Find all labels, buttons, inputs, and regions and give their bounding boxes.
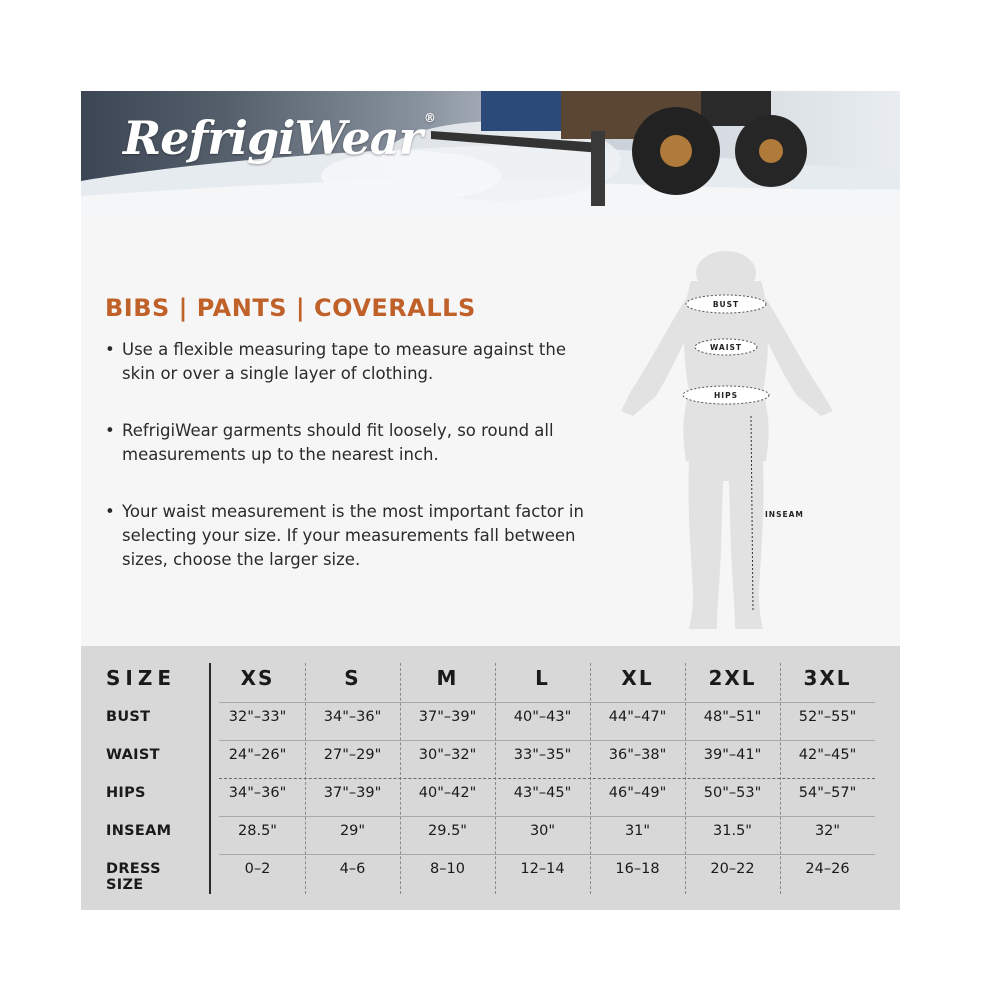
table-cell: 16–18: [615, 861, 660, 877]
table-cell: 4–6: [339, 861, 366, 877]
size-column-header: 3XL: [803, 666, 852, 690]
table-cell: 43"–45": [513, 785, 572, 801]
row-label-dress-size: DRESS SIZE: [106, 861, 161, 893]
table-cell: 54"–57": [798, 785, 857, 801]
table-label-divider: [209, 663, 211, 894]
table-cell: 29.5": [428, 823, 467, 839]
table-cell: 44"–47": [608, 709, 667, 725]
row-divider: [219, 816, 875, 817]
bust-label: BUST: [712, 300, 740, 309]
size-column-header: XL: [621, 666, 654, 690]
table-cell: 46"–49": [608, 785, 667, 801]
tip-item: • RefrigiWear garments should fit loosely, so round all measurements up to the nearest inch.: [105, 421, 554, 464]
table-cell: 24–26: [805, 861, 850, 877]
table-cell: 28.5": [238, 823, 277, 839]
size-column-header: 2XL: [708, 666, 757, 690]
tip-item: • Your waist measurement is the most important factor in selecting your size. If your measurements fall between sizes, choose the larger size.: [105, 502, 584, 569]
table-cell: 52"–55": [798, 709, 857, 725]
table-cell: 0–2: [244, 861, 271, 877]
table-cell: 42"–45": [798, 747, 857, 763]
table-cell: 32"–33": [228, 709, 287, 725]
measuring-tips-list: [105, 338, 585, 605]
table-cell: 24"–26": [228, 747, 287, 763]
brand-banner: [81, 91, 900, 217]
table-cell: 37"–39": [323, 785, 382, 801]
size-header-label: SIZE: [106, 666, 177, 690]
table-cell: 20–22: [710, 861, 755, 877]
table-cell: 34"–36": [323, 709, 382, 725]
tip-item: • Use a flexible measuring tape to measure against the skin or over a single layer of clothing.: [105, 340, 567, 383]
row-divider: [219, 778, 875, 779]
row-divider: [219, 740, 875, 741]
table-cell: 30"–32": [418, 747, 477, 763]
waist-label: WAIST: [709, 343, 743, 352]
size-column-header: L: [535, 666, 550, 690]
table-cell: 30": [529, 823, 556, 839]
row-label-waist: WAIST: [106, 747, 160, 763]
size-chart-card: [81, 91, 900, 910]
brand-logo: RefrigiWear ®: [123, 111, 435, 165]
row-label-inseam: INSEAM: [106, 823, 172, 839]
table-cell: 39"–41": [703, 747, 762, 763]
size-column-header: M: [436, 666, 459, 690]
inseam-label: INSEAM: [765, 510, 804, 519]
table-cell: 37"–39": [418, 709, 477, 725]
row-label-bust: BUST: [106, 709, 151, 725]
row-divider: [219, 854, 875, 855]
table-cell: 33"–35": [513, 747, 572, 763]
hips-label: HIPS: [714, 391, 738, 400]
table-cell: 27"–29": [323, 747, 382, 763]
table-cell: 40"–42": [418, 785, 477, 801]
table-cell: 31": [624, 823, 651, 839]
table-cell: 8–10: [430, 861, 465, 877]
table-cell: 36"–38": [608, 747, 667, 763]
table-cell: 48"–51": [703, 709, 762, 725]
row-label-hips: HIPS: [106, 785, 146, 801]
product-category-heading: BIBS | PANTS | COVERALLS: [105, 294, 476, 322]
table-cell: 50"–53": [703, 785, 762, 801]
table-cell: 29": [339, 823, 366, 839]
size-table: [81, 646, 900, 910]
table-cell: 31.5": [713, 823, 752, 839]
size-column-header: S: [344, 666, 361, 690]
table-cell: 32": [814, 823, 841, 839]
row-divider: [219, 702, 875, 703]
table-cell: 12–14: [520, 861, 565, 877]
size-column-header: XS: [240, 666, 275, 690]
table-cell: 40"–43": [513, 709, 572, 725]
table-cell: 34"–36": [228, 785, 287, 801]
body-measurement-figure: [611, 251, 841, 631]
